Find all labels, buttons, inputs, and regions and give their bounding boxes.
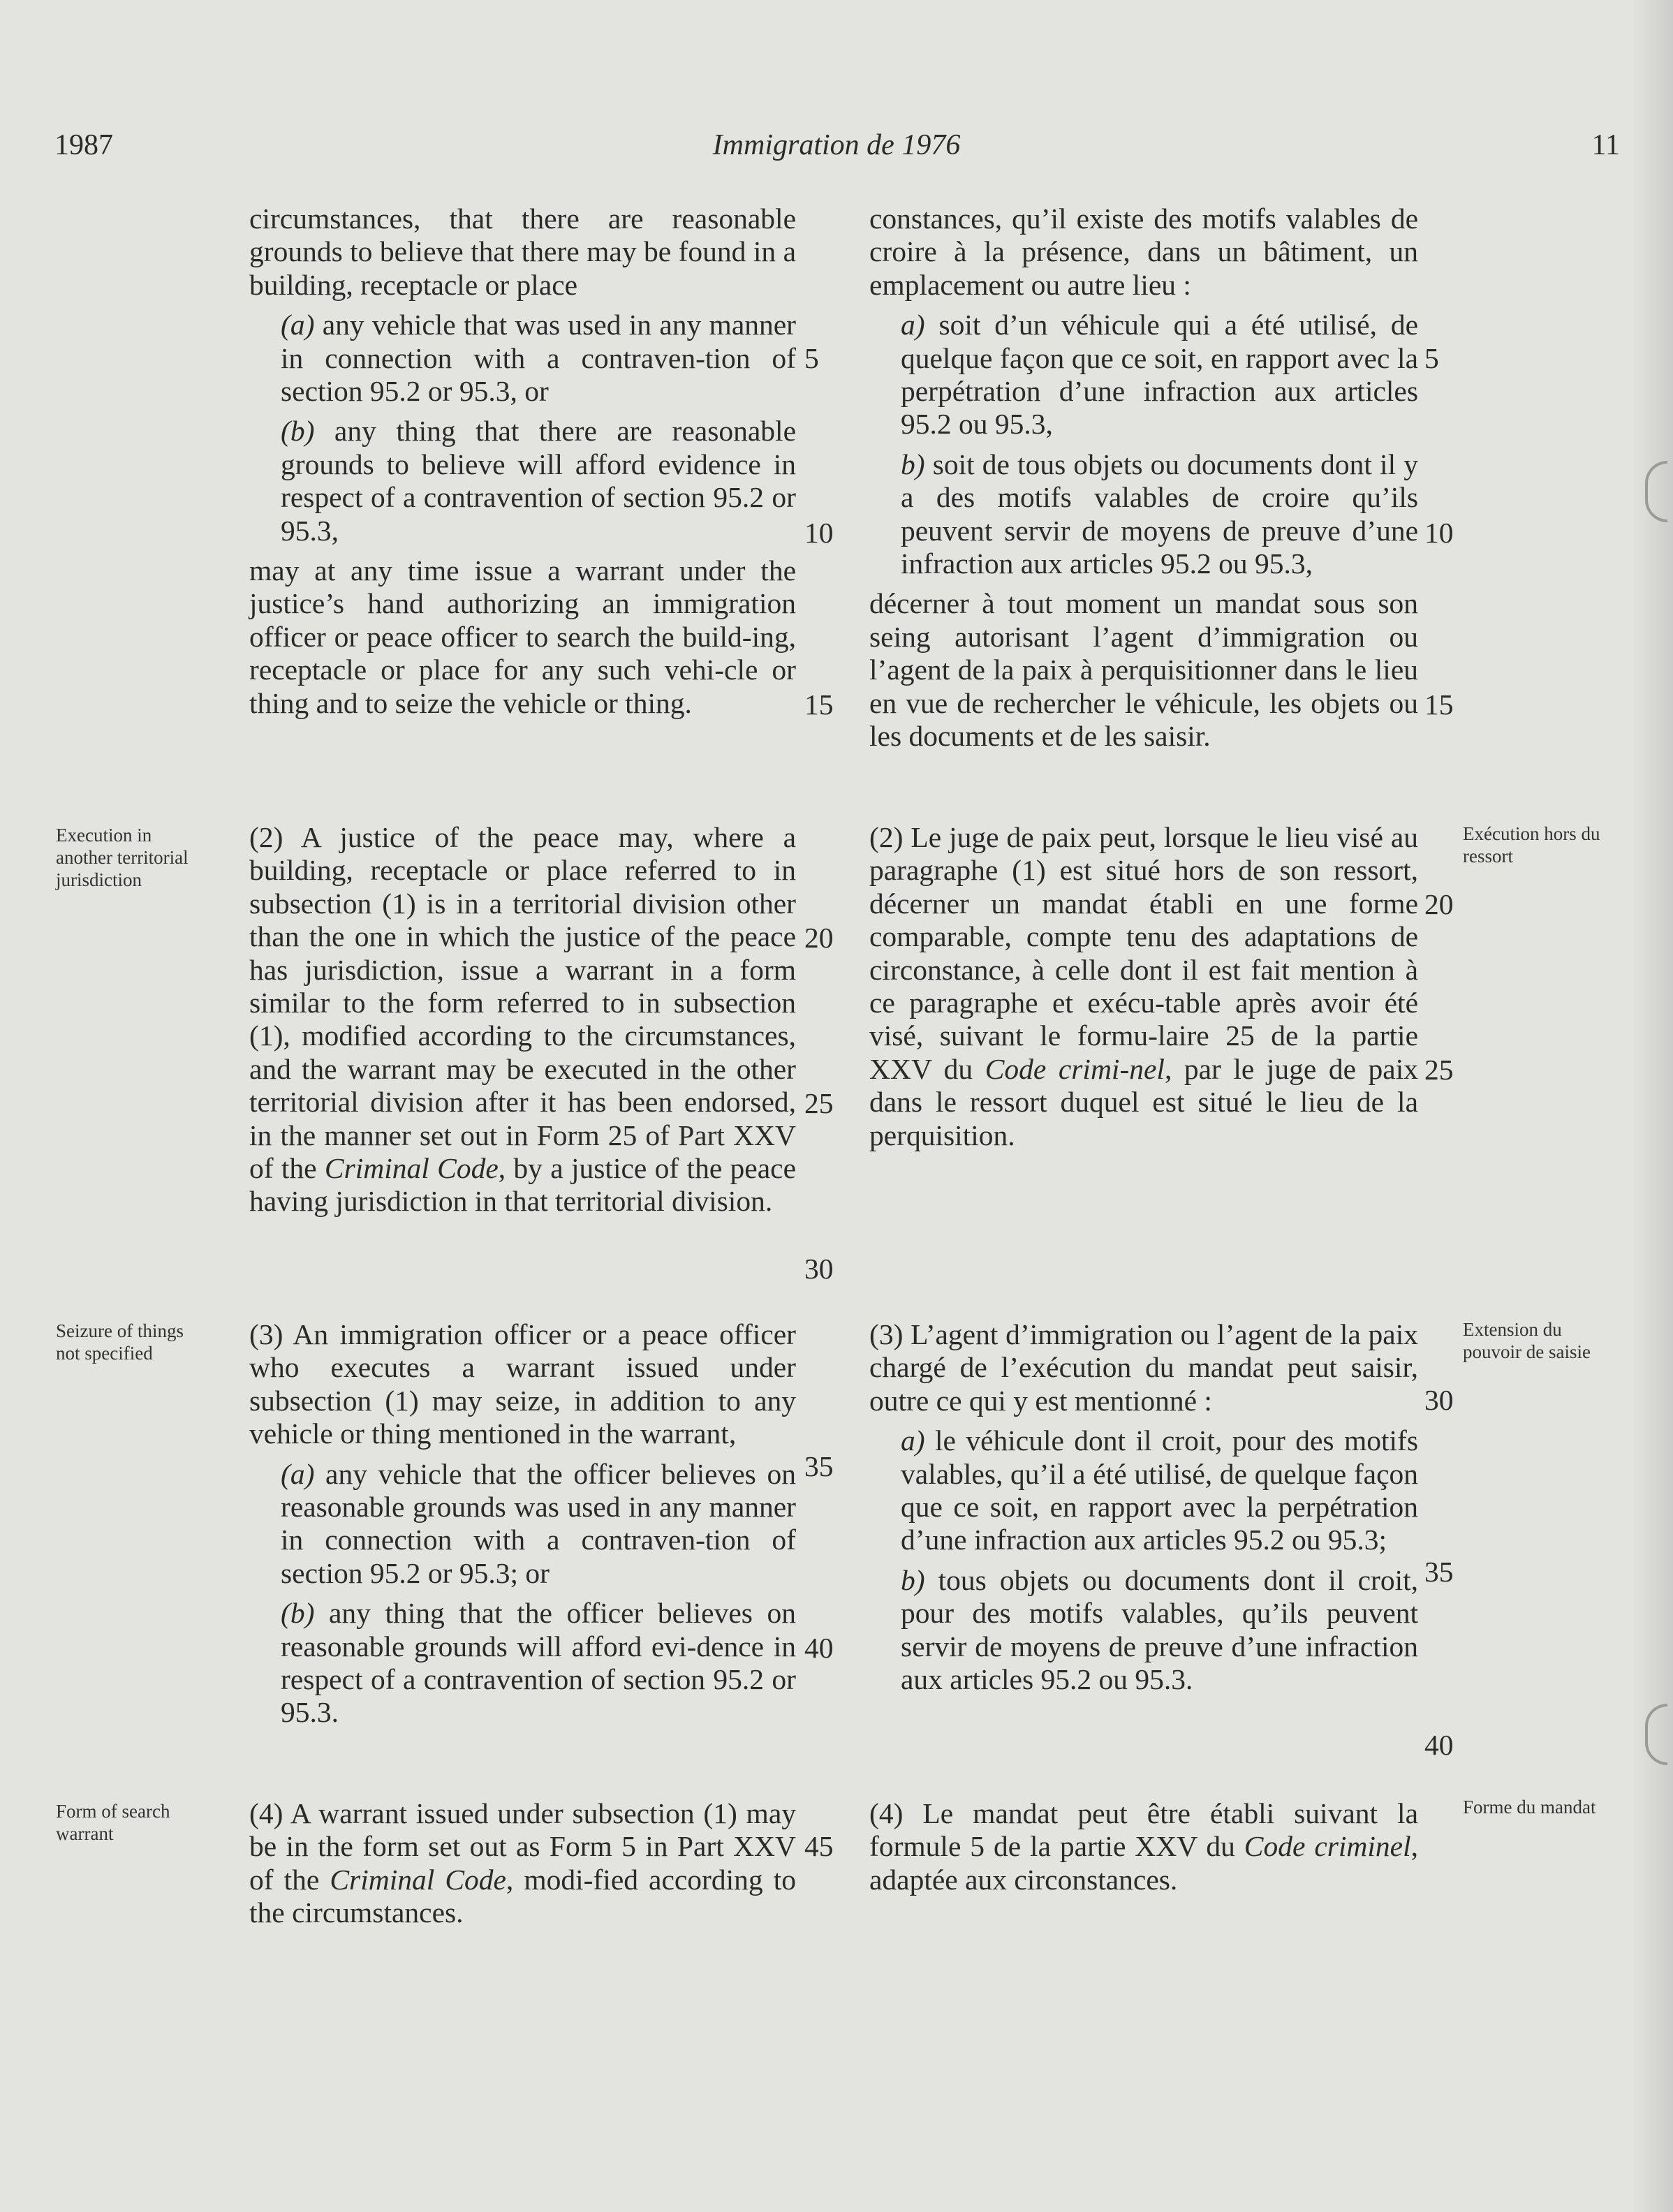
line-number: 15 (1424, 688, 1454, 721)
text-italic: Code crimi-nel (985, 1052, 1165, 1085)
text: , par le juge de paix dans le ressort duquel est situé le lieu de la perquisition. (869, 1052, 1418, 1151)
paragraph-item-a (249, 1458, 796, 1591)
text: (4) Le mandat peut être établi suivant la formule 5 de la partie XXV du (869, 1797, 1418, 1863)
line-number: 20 (804, 922, 834, 954)
text: (2) Le juge de paix peut, lorsque le lieu visé au paragraphe (1) est situé hors de son ressort, décerner un mandat établi en une forme comparable, compte tenu des adaptations de circonstance, à celle dont il est fait mention à ce paragraphe et exécu-table après avoir été visé, suivant le formu-laire 25 de la partie XXV du (869, 821, 1418, 1085)
line-number: 25 (1424, 1054, 1454, 1086)
line-number: 20 (1424, 888, 1454, 920)
margin-note: Seizure of things not specified (56, 1320, 184, 1364)
paragraph (869, 1797, 1418, 1896)
paragraph: constances, qu’il existe des motifs valables de croire à la présence, dans un bâtiment, un emplacement ou autre lieu : (869, 202, 1418, 301)
paragraph-item-b (249, 415, 796, 547)
paragraph: circumstances, that there are reasonable grounds to believe that there may be found in a building, receptacle or place (249, 202, 796, 301)
item-label: (b) (281, 415, 315, 448)
french-subsection-4 (869, 1797, 1418, 1896)
header-year: 1987 (54, 129, 113, 161)
item-text: soit de tous objets ou documents dont il y a des motifs valables de croire qu’ils peuvent servir de moyens de preuve d’une infraction aux articles 95.2 ou 95.3, (901, 448, 1418, 580)
english-subsection-4 (249, 1797, 796, 1930)
text-italic: Code criminel (1244, 1830, 1411, 1863)
item-label: (a) (281, 309, 315, 341)
line-number: 35 (1424, 1556, 1454, 1588)
paragraph-item-a (249, 309, 796, 408)
line-number: 5 (1424, 342, 1439, 374)
paragraph: (3) An immigration officer or a peace officer who executes a warrant issued under subsection (1) may seize, in addition to any vehicle or thing mentioned in the warrant, (249, 1318, 796, 1450)
text-italic: Criminal Code (330, 1863, 506, 1896)
item-text: le véhicule dont il croit, pour des motifs valables, qu’il a été utilisé, de quelque façon que ce soit, en rapport avec la perpétration d’une infraction aux articles 95.2 ou 95.3; (901, 1424, 1418, 1556)
item-label: (b) (281, 1597, 315, 1630)
paragraph (869, 821, 1418, 1152)
item-text: any thing that the officer believes on reasonable grounds will afford evi-dence in respect of a contravention of section 95.2 or 95.3. (281, 1597, 796, 1729)
paragraph (249, 1797, 796, 1930)
line-number: 40 (804, 1632, 834, 1664)
text: , adaptée aux circonstances. (869, 1830, 1418, 1896)
french-subsection-3 (869, 1318, 1418, 1696)
line-number: 10 (1424, 517, 1454, 549)
line-number: 40 (1424, 1729, 1454, 1761)
line-number: 45 (804, 1830, 834, 1862)
item-label: b) (901, 448, 925, 480)
item-text: any vehicle that the officer believes on reasonable grounds was used in any manner in connection with a contraven-tion of section 95.2 or 95.3; or (281, 1457, 796, 1589)
line-number: 25 (804, 1087, 834, 1119)
english-subsection-3 (249, 1318, 796, 1730)
item-label: a) (901, 309, 925, 341)
margin-note: Forme du mandat (1463, 1797, 1596, 1817)
paragraph (249, 821, 796, 1218)
line-number: 5 (804, 342, 819, 374)
margin-note: Exécution hors du ressort (1463, 823, 1600, 867)
line-number: 35 (804, 1450, 834, 1482)
item-text: soit d’un véhicule qui a été utilisé, de quelque façon que ce soit, en rapport avec la perpétration d’une infraction aux articles 95.2 ou 95.3, (901, 309, 1418, 441)
paragraph: may at any time issue a warrant under the justice’s hand authorizing an immigration officer or peace officer to search the build-ing, receptacle or place for any such vehi-cle or thing and to seize the vehicle or thing. (249, 554, 796, 719)
paragraph-item-b (869, 1564, 1418, 1697)
header-title: Immigration de 1976 (712, 129, 961, 161)
text: (2) A justice of the peace may, where a building, receptacle or place referred to in subsection (1) is in a territorial division other than the one in which the justice of the peace has jurisdiction, issue a warrant in a form similar to the form referred to in subsection (1), modified according to the circumstances, and the warrant may be executed in the other territorial division after it has been endorsed, in the manner set out in Form 25 of Part XXV of the (249, 821, 796, 1185)
paragraph-item-b (869, 448, 1418, 581)
line-number: 30 (804, 1253, 834, 1285)
english-subsection-2 (249, 821, 796, 1218)
margin-note: Extension du pouvoir de saisie (1463, 1319, 1591, 1362)
item-label: a) (901, 1424, 925, 1457)
paragraph: (3) L’agent d’immigration ou l’agent de la paix chargé de l’exécution du mandat peut saisir, outre ce qui y est mentionné : (869, 1318, 1418, 1417)
line-number: 10 (804, 517, 834, 549)
french-subsection-2 (869, 821, 1418, 1152)
text-italic: Criminal Code (324, 1152, 499, 1185)
page-number: 11 (1591, 129, 1620, 161)
paragraph-item-b (249, 1597, 796, 1730)
item-text: any thing that there are reasonable grounds to believe will afford evidence in respect of a contravention of section 95.2 or 95.3, (281, 415, 796, 547)
margin-note: Execution in another territorial jurisdiction (56, 825, 189, 890)
line-number: 15 (804, 688, 834, 721)
paragraph: décerner à tout moment un mandat sous son seing autorisant l’agent d’immigration ou l’agent de la paix à perquisitionner dans le lieu en vue de rechercher le véhicule, les objets ou les documents et de les saisir. (869, 587, 1418, 753)
text: (4) A warrant issued under subsection (1) may be in the form set out as Form 5 in Part XXV of the (249, 1797, 796, 1896)
paragraph-item-a (869, 309, 1418, 441)
text: , modi-fied according to the circumstances. (249, 1863, 796, 1929)
item-text: any vehicle that was used in any manner in connection with a contraven-tion of section 95.2 or 95.3, or (281, 309, 796, 408)
text: , by a justice of the peace having jurisdiction in that territorial division. (249, 1152, 796, 1218)
page-edge-shadow (1631, 0, 1673, 2212)
item-label: b) (901, 1563, 925, 1596)
item-text: tous objets ou documents dont il croit, pour des motifs valables, qu’ils peuvent servir de moyens de preuve d’une infraction aux articles 95.2 ou 95.3. (901, 1563, 1418, 1696)
english-block-1 (249, 202, 796, 720)
margin-note: Form of search warrant (56, 1801, 170, 1844)
line-number: 30 (1424, 1384, 1454, 1416)
paragraph-item-a (869, 1424, 1418, 1557)
french-block-1 (869, 202, 1418, 753)
item-label: (a) (281, 1457, 315, 1490)
